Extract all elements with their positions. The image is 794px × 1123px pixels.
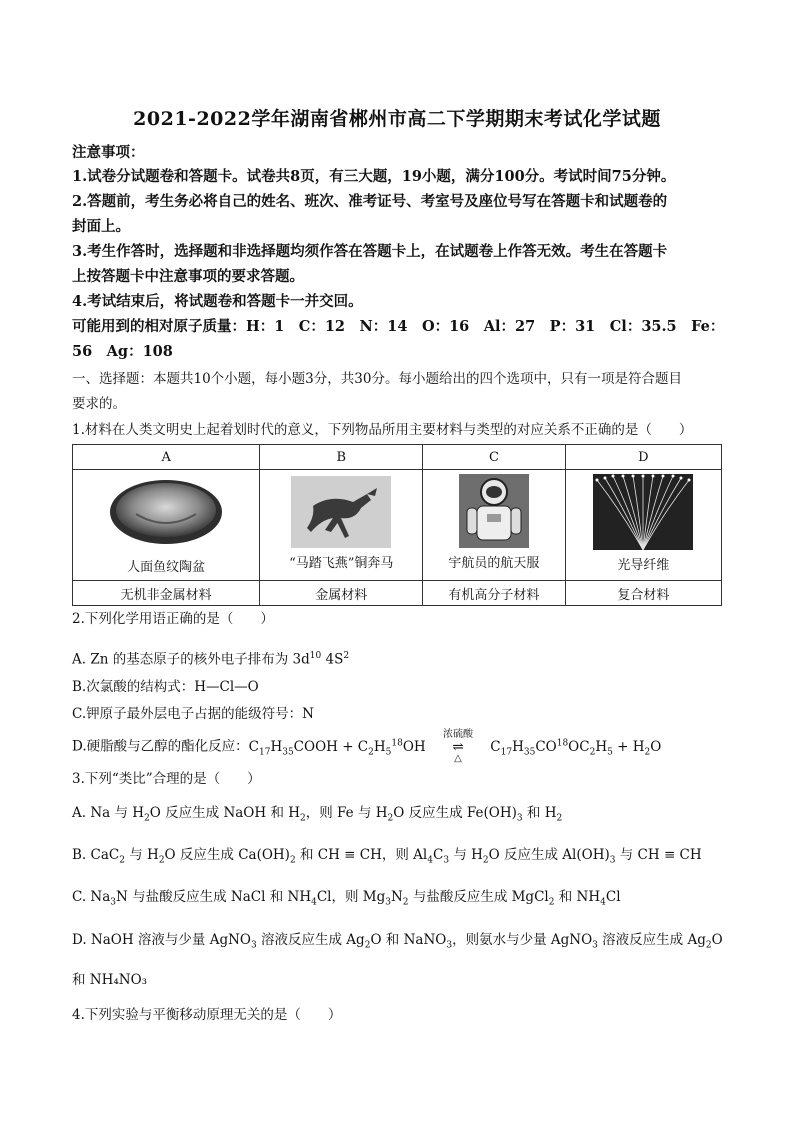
q3-option-d-cont: 和 NH₄NO₃ — [72, 972, 148, 988]
type-b: 金属材料 — [260, 581, 423, 606]
q3-option-c: C. $Na_3N$ 与盐酸反应生成 NaCl 和 $NH_4Cl$，则 $Mg_3N_2$ 与盐酸反应生成 MgCl$_2$ 和 $NH_4Cl$ — [72, 889, 621, 908]
column-header-d: D — [565, 445, 721, 470]
section1-instructions: 一、选择题：本题共10个小题，每小题3分，共30分。每小题给出的四个选项中，只有一项是符合题目 — [72, 371, 682, 387]
type-a: 无机非金属材料 — [73, 581, 260, 606]
q2-option-a: A. Zn 的基态原子的核外电子排布为 $3d^{10}$ $4S^2$ — [72, 651, 350, 668]
notice-item-3-cont: 上按答题卡中注意事项的要求答题。 — [72, 268, 304, 285]
reaction-arrow: 浓硫酸 ⇌ △ — [442, 728, 473, 764]
q3-option-b: B. CaC$_2$ 与 $H_2O$ 反应生成 $Ca(OH)_2$ 和 CH ≡ CH，则 $Al_4C_3$ 与 $H_2O$ 反应生成 $Al(OH)_3$ 与 CH ≡ CH — [72, 847, 702, 866]
atomic-masses-line2: 56 Ag：108 — [72, 343, 173, 360]
atomic-masses-line1: 可能用到的相对原子质量：H：1 C：12 N：14 O：16 Al：27 P：31 Cl：35.5 Fe： — [72, 318, 725, 335]
item-a-label: 人面鱼纹陶盆 — [127, 560, 206, 575]
q2-option-d: D.硬脂酸与乙醇的酯化反应：$C_{17}H_{35}COOH + C_2H_5^{18}OH$ 浓硫酸 ⇌ △ $C_{17}H_{35}CO^{18}OC_2H_5 + H_2O$ — [72, 728, 662, 764]
question-3-stem: 3.下列“类比”合理的是（ ） — [72, 771, 261, 787]
spacesuit-image — [459, 474, 529, 548]
type-d: 复合材料 — [565, 581, 721, 606]
notice-item-1: 1.试卷分试题卷和答题卡。试卷共8页，有三大题，19小题，满分100分。考试时间75分钟。 — [72, 168, 676, 185]
notice-item-4: 4.考试结束后，将试题卷和答题卡一并交回。 — [72, 293, 363, 310]
page-title: 2021-2022学年湖南省郴州市高二下学期期末考试化学试题 — [133, 108, 661, 130]
notice-item-2: 2.答题前，考生务必将自己的姓名、班次、准考证号、考室号及座位号写在答题卡和试题卷的 — [72, 193, 668, 210]
q3-option-a: A. Na 与 $H_2O$ 反应生成 NaOH 和 $H_2$，则 Fe 与 $H_2O$ 反应生成 $Fe(OH)_3$ 和 $H_2$ — [72, 805, 563, 824]
q2-option-c: C.钾原子最外层电子占据的能级符号：N — [72, 706, 314, 722]
optical-fiber-image — [593, 474, 693, 550]
section1-instructions-cont: 要求的。 — [72, 396, 126, 412]
notice-item-2-cont: 封面上。 — [72, 218, 130, 235]
notice-item-3: 3.考生作答时，选择题和非选择题均须作答在答题卡上，在试题卷上作答无效。考生在答题卡 — [72, 243, 668, 260]
column-header-b: B — [260, 445, 423, 470]
bronze-horse-image — [291, 476, 391, 548]
question-2-stem: 2.下列化学用语正确的是（ ） — [72, 611, 274, 627]
question-4-stem: 4.下列实验与平衡移动原理无关的是（ ） — [72, 1007, 342, 1023]
pottery-bowl-image — [106, 474, 226, 552]
column-header-c: C — [423, 445, 565, 470]
notice-heading: 注意事项： — [72, 144, 145, 161]
item-b-label: “马踏飞燕”铜奔马 — [289, 556, 394, 571]
column-header-a: A — [73, 445, 260, 470]
item-d-label: 光导纤维 — [617, 558, 670, 573]
question-1-stem: 1.材料在人类文明史上起着划时代的意义，下列物品所用主要材料与类型的对应关系不正确的是（ ） — [72, 422, 693, 438]
q3-option-d: D. NaOH 溶液与少量 AgNO$_3$ 溶液反应生成 $Ag_2O$ 和 NaNO$_3$，则氨水与少量 AgNO$_3$ 溶液反应生成 $Ag_2O$ — [72, 932, 723, 951]
type-c: 有机高分子材料 — [423, 581, 565, 606]
q2-option-b: B.次氯酸的结构式：H—Cl—O — [72, 679, 259, 695]
materials-table — [72, 444, 722, 606]
item-c-label: 宇航员的航天服 — [448, 556, 540, 571]
